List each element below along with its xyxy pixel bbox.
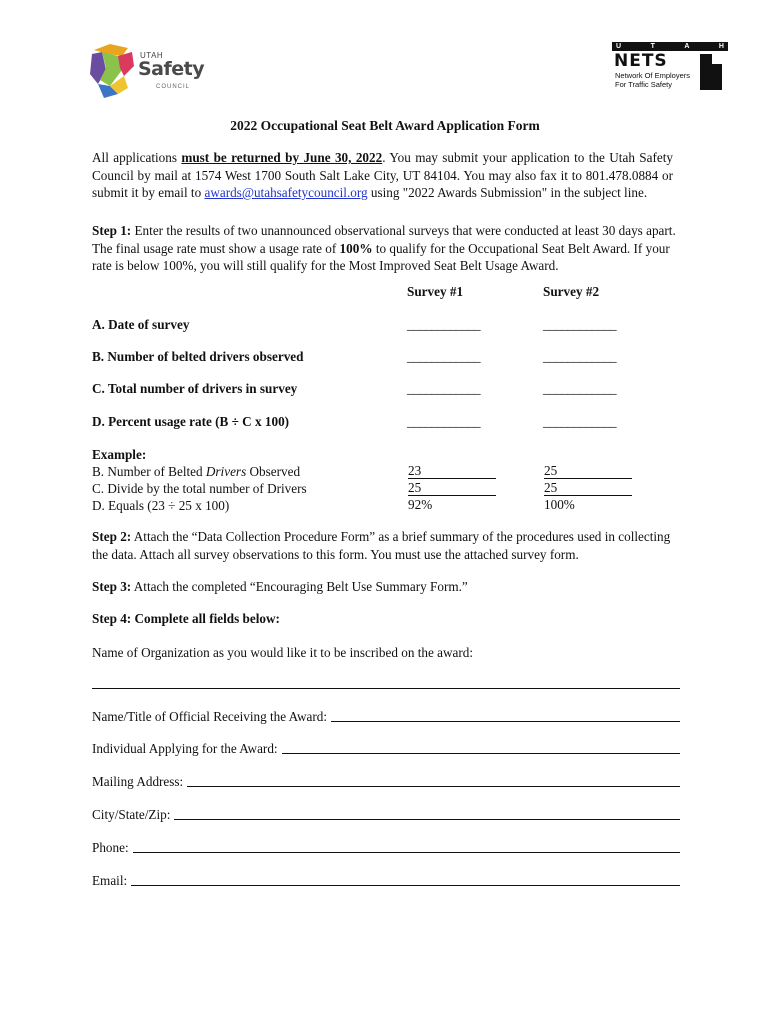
nets-subtitle-line: For Traffic Safety <box>615 80 672 89</box>
example-b-survey1: 23 <box>408 463 496 479</box>
nets-bar-letter: H <box>718 43 724 50</box>
nets-bar-letter: T <box>650 43 655 50</box>
individual-applying-field[interactable] <box>282 753 680 754</box>
individual-applying-row <box>92 739 680 757</box>
org-name-prompt: Name of Organization as you would like it to be inscribed on the award: <box>92 645 473 660</box>
individual-applying-label: Individual Applying for the Award: <box>92 741 278 756</box>
mailing-address-label: Mailing Address: <box>92 774 184 789</box>
example-line-d: D. Equals (23 ÷ 25 x 100) <box>92 498 230 513</box>
email-row <box>92 871 680 889</box>
step1-text: Enter the results of two unannounced observational surveys that were conducted at least 30 days apart. The final usage rate must show a usage rate of <box>92 223 676 256</box>
utah-nets-logo <box>612 42 728 92</box>
phone-label: Phone: <box>92 840 129 855</box>
example-d-survey2: 100% <box>544 497 575 512</box>
form-title: 2022 Occupational Seat Belt Award Application Form <box>230 118 540 133</box>
city-state-zip-label: City/State/Zip: <box>92 807 171 822</box>
mailing-address-row <box>92 772 680 790</box>
deadline-text: must be returned by June 30, 2022 <box>181 150 383 165</box>
usc-logo-safety: Safety <box>138 58 205 80</box>
row-total-drivers: C. Total number of drivers in survey <box>92 381 298 396</box>
example-heading: Example: <box>92 447 147 462</box>
intro-text: using "2022 Awards Submission" in the subject line. <box>367 185 648 201</box>
utah-state-icon <box>698 54 724 90</box>
nets-utah-bar <box>612 42 728 51</box>
city-state-zip-field[interactable] <box>174 819 680 820</box>
utah-safety-council-logo <box>88 40 205 100</box>
org-name-field[interactable] <box>92 688 680 689</box>
survey1-percent-field[interactable]: ____________ <box>407 414 481 429</box>
step2-paragraph <box>92 528 682 563</box>
phone-row <box>92 838 680 856</box>
example-text: B. Number of Belted <box>92 464 206 479</box>
official-receiving-field[interactable] <box>331 721 680 722</box>
example-b-survey2: 25 <box>544 463 632 479</box>
nets-logo-word: NETS <box>614 51 668 71</box>
mailing-address-field[interactable] <box>187 786 680 787</box>
step1-label: Step 1: <box>92 223 132 238</box>
email-label: Email: <box>92 873 128 888</box>
step1-paragraph <box>92 222 682 275</box>
step1-bold-rate: 100% <box>339 240 373 256</box>
email-link[interactable]: awards@utahsafetycouncil.org <box>204 185 368 201</box>
step4-heading: Step 4: Complete all fields below: <box>92 611 280 626</box>
official-receiving-label: Name/Title of Official Receiving the Award: <box>92 709 328 724</box>
nets-subtitle-line: Network Of Employers <box>615 71 691 80</box>
step2-label: Step 2: <box>92 529 132 544</box>
survey2-belted-field[interactable]: ____________ <box>543 349 617 364</box>
example-c-survey2: 25 <box>544 480 632 496</box>
row-belted-drivers: B. Number of belted drivers observed <box>92 349 304 364</box>
example-line-c: C. Divide by the total number of Drivers <box>92 481 307 496</box>
intro-text: All applications <box>92 150 182 165</box>
usc-logo-council: COUNCIL <box>156 84 191 90</box>
step3-label: Step 3: <box>92 579 132 594</box>
survey2-date-field[interactable]: ____________ <box>543 317 617 332</box>
row-date-of-survey: A. Date of survey <box>92 317 190 332</box>
survey2-header: Survey #2 <box>543 284 600 299</box>
step3-paragraph <box>92 578 682 596</box>
survey2-percent-field[interactable]: ____________ <box>543 414 617 429</box>
step2-text: Attach the “Data Collection Procedure Form” as a brief summary of the procedures used in collecting the data. Attach all survey observations to this form. You must use the attached survey form. <box>92 529 671 562</box>
official-receiving-row <box>92 707 680 725</box>
usc-logo-utah: UTAH <box>140 51 164 60</box>
intro-paragraph <box>92 149 673 202</box>
email-field[interactable] <box>131 885 680 886</box>
example-c-survey1: 25 <box>408 480 496 496</box>
example-text: Observed <box>246 464 301 479</box>
nets-bar-letter: U <box>616 43 622 50</box>
survey2-total-field[interactable]: ____________ <box>543 381 617 396</box>
intro-text: . You may submit your application to the Utah Safety Council by mail at 1574 West 1700 South Salt Lake City, UT 84104. You may also fax it to 801.478.0884 or submit it by email to <box>92 150 673 201</box>
nets-logo-subtitle <box>615 71 690 89</box>
survey1-header: Survey #1 <box>407 284 464 299</box>
example-line-b <box>92 463 300 480</box>
row-percent-usage: D. Percent usage rate (B ÷ C x 100) <box>92 414 290 429</box>
step3-text: Attach the completed “Encouraging Belt Use Summary Form.” <box>131 579 468 594</box>
step1-text: to qualify for the Occupational Seat Belt Award. If your rate is below 100%, you will still qualify for the Most Improved Seat Belt Usage Award. <box>92 240 670 274</box>
nets-bar-letter: A <box>684 43 690 50</box>
phone-field[interactable] <box>133 852 680 853</box>
survey1-total-field[interactable]: ____________ <box>407 381 481 396</box>
survey1-date-field[interactable]: ____________ <box>407 317 481 332</box>
survey1-belted-field[interactable]: ____________ <box>407 349 481 364</box>
example-d-survey1: 92% <box>408 497 433 512</box>
example-italic: Drivers <box>205 464 247 479</box>
city-state-zip-row <box>92 805 680 823</box>
